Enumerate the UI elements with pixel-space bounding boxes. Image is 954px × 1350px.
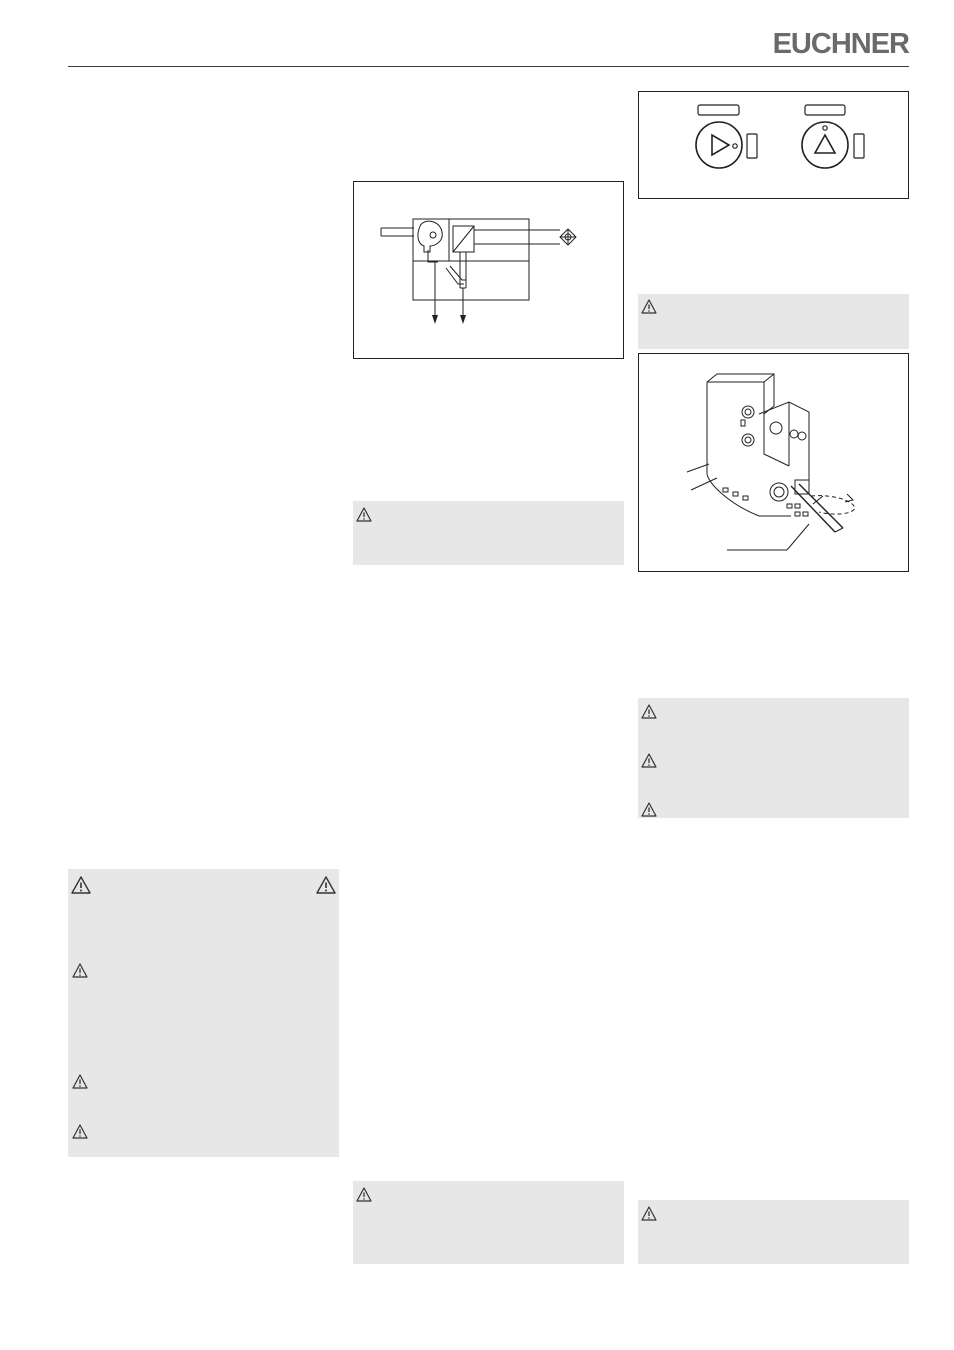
warning-triangle-icon: [71, 876, 91, 894]
warning-triangle-icon: [72, 1074, 88, 1089]
device-screwdriver-figure: [638, 353, 909, 572]
warning-note-right-1: [638, 294, 909, 349]
warning-notes-panel-left: [68, 869, 339, 1157]
header-divider: [68, 66, 909, 67]
button-panel-figure: [638, 91, 909, 199]
warning-triangle-icon: [356, 1187, 372, 1202]
warning-triangle-icon: [316, 876, 336, 894]
warning-triangle-icon: [641, 299, 657, 314]
warning-triangle-icon: [72, 1124, 88, 1139]
mechanism-diagram-figure: [353, 181, 624, 359]
control-buttons-illustration: [639, 92, 908, 198]
warning-notes-panel-right: [638, 698, 909, 818]
warning-triangle-icon: [641, 704, 657, 719]
warning-triangle-icon: [356, 507, 372, 522]
warning-triangle-icon: [72, 963, 88, 978]
brand-logo: EUCHNER: [772, 28, 909, 60]
mechanism-schematic: [354, 182, 623, 358]
warning-note-middle-2: [353, 1181, 624, 1264]
warning-triangle-icon: [641, 753, 657, 768]
safety-switch-illustration: [639, 354, 908, 571]
warning-triangle-icon: [641, 1206, 657, 1221]
warning-note-right-3: [638, 1200, 909, 1264]
warning-triangle-icon: [641, 802, 657, 817]
warning-note-middle-1: [353, 501, 624, 565]
